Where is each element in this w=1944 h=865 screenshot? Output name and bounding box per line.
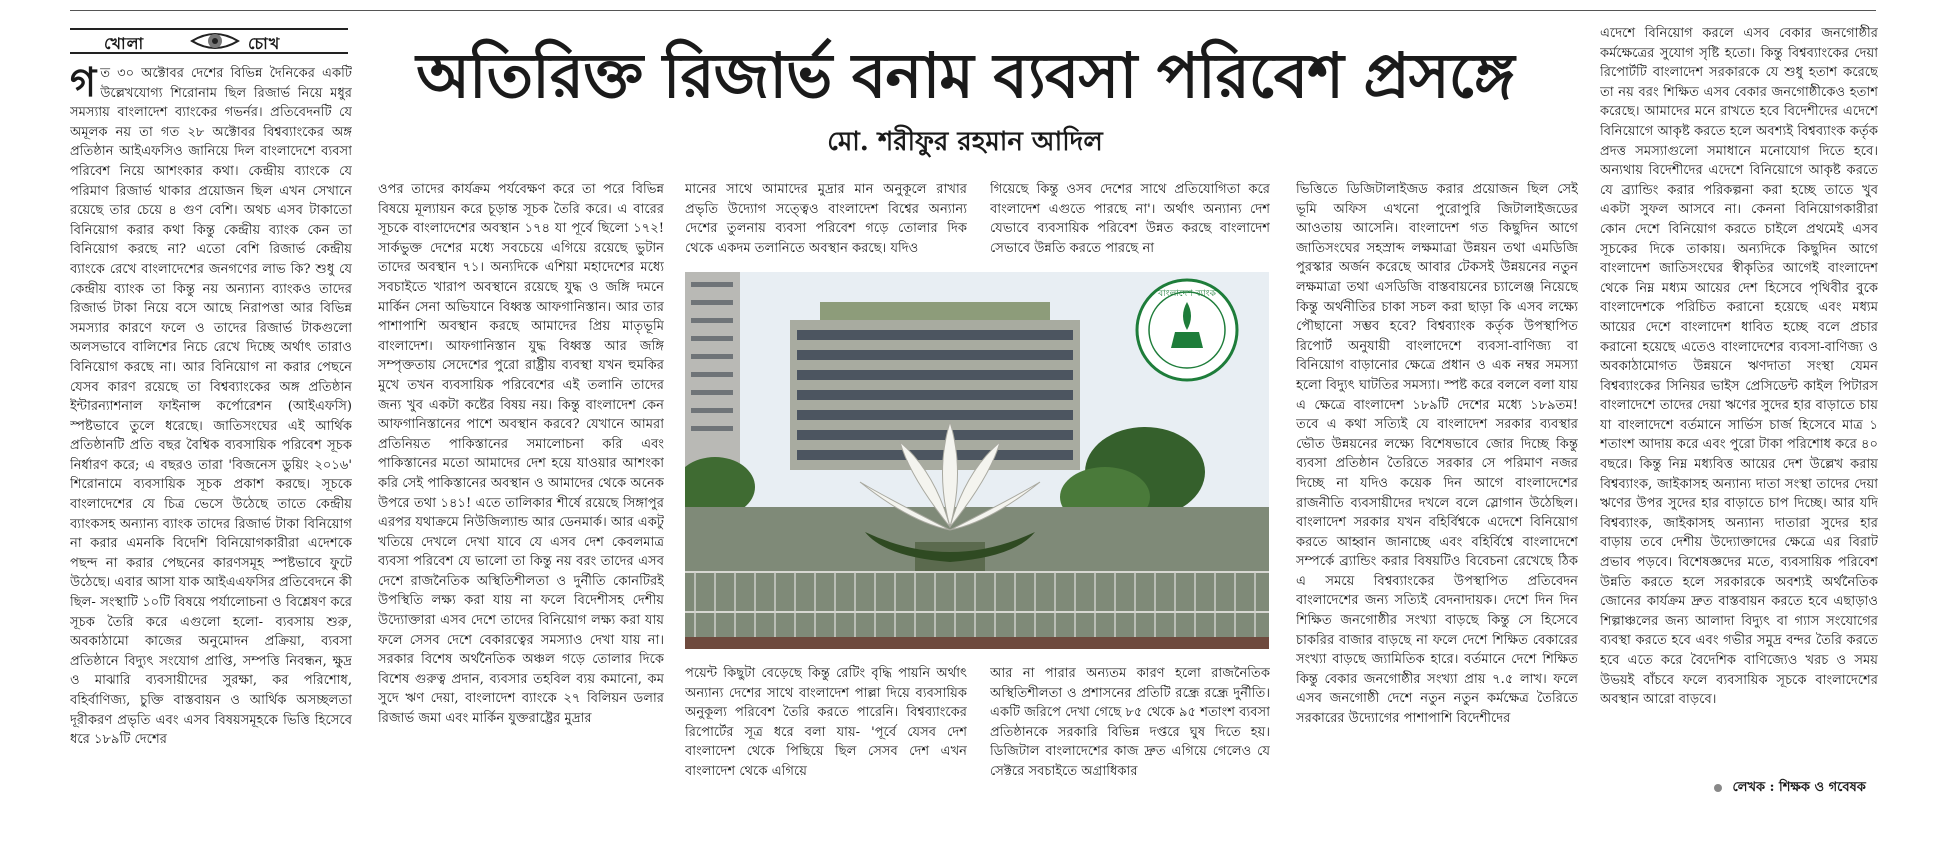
article-column-3-bottom xyxy=(685,664,967,814)
top-rule xyxy=(70,10,1876,11)
column-3-top-text: মানের সাথে আমাদের মুদ্রার মান অনুকূলে রাখার প্রভৃতি উদ্যোগ সত্ত্বেও বাংলাদেশ বিশ্বের অন্যান্য দেশের তুলনায় ব্যবসা পরিবেশ গড়ে তোলার দিক থেকে একদম তলানিতে অবস্থান করছে। যদিও xyxy=(685,182,967,256)
article-column-1 xyxy=(70,64,352,814)
article-column-6 xyxy=(1600,24,1878,776)
article-column-2 xyxy=(378,180,664,814)
article-column-5 xyxy=(1296,180,1578,814)
article-column-4-bottom xyxy=(990,664,1270,814)
author-credit-text: লেখক : শিক্ষক ও গবেষক xyxy=(1732,780,1866,795)
column-2-text: ওপর তাদের কার্যক্রম পর্যবেক্ষণ করে তা পরে বিভিন্ন বিষয়ে মূল্যায়ন করে চূড়ান্ত সূচক তৈরি করে। এ বারের সূচকে বাংলাদেশের অবস্থান ১৭৪ যা পূর্বে ছিলো ১৭২! সার্কভুক্ত দেশের মধ্যে সবচেয়ে এগিয়ে রয়েছে ভুটান তাদের অবস্থান ৭১। অন্যদিকে এশিয়া মহাদেশের মধ্যে সবচাইতে খারাপ অবস্থানে রয়েছে যুদ্ধ ও জঙ্গি দমনে মার্কিন সেনা অভিযানে বিধ্বস্ত আফগানিস্তান। আর তার পাশাপাশি অবস্থান করছে আমাদের প্রিয় মাতৃভূমি বাংলাদেশ। আফগানিস্তান যুদ্ধ বিধ্বস্ত আর জঙ্গি সম্পৃক্ততায় সেদেশের পুরো রাষ্ট্রীয় ব্যবস্থা যখন হুমকির মুখে তখন ব্যবসায়িক পরিবেশের এই তলানি তাদের জন্য খুব একটা কষ্টের বিষয় নয়। কিন্তু বাংলাদেশ কেন আফগানিস্তানের পাশে অবস্থান করবে? যেখানে আমরা প্রতিনিয়ত পাকিস্তানের সমালোচনা করি এবং পাকিস্তানের মতো আমাদের দেশ হয়ে যাওয়ার আশংকা করি সেই পাকিস্তানের অবস্থান ও আমাদের থেকে অনেক উপরে তথা ১৪১! এতে তালিকার শীর্ষে রয়েছে সিঙ্গাপুর এরপর যথাক্রমে নিউজিল্যান্ড আর ডেনমার্ক। আর একটু খতিয়ে দেখলে দেখা যাবে যে এসব দেশ কেবলমাত্র ব্যবসা পরিবেশ যে ভালো তা কিন্তু নয় বরং তাদের এসব দেশে রাজনৈতিক অস্থিতিশীলতা ও দুর্নীতি কোনটিরই উপস্থিতি লক্ষ্য করা যায় না ফলে বিদেশীসহ দেশীয় উদ্যোক্তারা এসব দেশে তাদের বিনিয়োগ লক্ষ্য করা যায় ফলে সেসব দেশে বেকারত্বের সমস্যাও দেখা যায় না। সরকার বিশেষ অর্থনৈতিক অঞ্চল গড়ে তোলার দিকে বিশেষ গুরুত্ব প্রদান, ব্যবসার তহবিল ব্যয় কমানো, কম সুদে ঋণ দেয়া, বাংলাদেশ ব্যাংকে ২৭ বিলিয়ন ডলার রিজার্ভ জমা এবং মার্কিন যুক্তরাষ্ট্রের মুদ্রার xyxy=(378,182,664,727)
column-3-bottom-text: পয়েন্ট কিছুটা বেড়েছে কিন্তু রেটিং বৃদ্ধি পায়নি অর্থাৎ অন্যান্য দেশের সাথে বাংলাদেশ পাল্লা দিয়ে ব্যবসায়িক অনুকূল্য পরিবেশ তৈরি করতে পারেনি। বিশ্বব্যাংকের রিপোর্টের সূত্র ধরে বলা যায়- 'পূর্বে যেসব দেশ বাংলাদেশ থেকে পিছিয়ে ছিল সেসব দেশ এখন বাংলাদেশ থেকে এগিয়ে xyxy=(685,666,967,779)
drop-cap: গ xyxy=(70,64,97,106)
column-4-bottom-text: আর না পারার অন্যতম কারণ হলো রাজনৈতিক অস্থিতিশীলতা ও প্রশাসনের প্রতিটি রন্ধ্রে রন্ধ্রে দুর্নীতি। একটি জরিপে দেখা গেছে ৮৫ থেকে ৯৫ শতাংশ ব্যবসা প্রতিষ্ঠানকে সরকারি বিভিন্ন দপ্তরে ঘুষ দিতে হয়। ডিজিটাল বাংলাদেশের কাজ দ্রুত এগিয়ে গেলেও যে সেক্টরে সবচাইতে অগ্রাধিকার xyxy=(990,666,1270,779)
logo-left-word: খোলা xyxy=(104,34,145,53)
article-column-3-top xyxy=(685,180,967,260)
author-credit xyxy=(1714,778,1866,799)
eye-icon xyxy=(190,29,240,57)
headline: অতিরিক্ত রিজার্ভ বনাম ব্যবসা পরিবেশ প্রসঙ্গে xyxy=(416,39,1514,112)
article-column-4-top xyxy=(990,180,1270,260)
column-6-text: এদেশে বিনিয়োগ করলে এসব বেকার জনগোষ্ঠীর কর্মক্ষেত্রের সুযোগ সৃষ্টি হতো। কিন্তু বিশ্বব্যাংকের দেয়া রিপোর্টটি বাংলাদেশ সরকারকে যে শুধু হতাশ করেছে তা নয় বরং শিক্ষিত এসব বেকার জনগোষ্ঠীকেও হতাশ করেছে। আমাদের মনে রাখতে হবে বিদেশীদের এদেশে বিনিয়োগে আকৃষ্ট করতে হলে অবশ্যই বিশ্বব্যাংক কর্তৃক প্রদত্ত সমস্যাগুলো সমাধানে মনোযোগ দিতে হবে। অন্যথায় বিদেশীদের এদেশে বিনিয়োগে আকৃষ্ট করতে যে ব্র্যান্ডিং করার পরিকল্পনা করা হচ্ছে তাতে খুব একটা সুফল আসবে না। কেননা বিনিয়োগকারীরা কোন দেশে বিনিয়োগ করতে চাইলে প্রথমেই এসব সূচকের দিকে তাকায়। অন্যদিকে কিছুদিন আগে বাংলাদেশ জাতিসংঘের স্বীকৃতির আগেই বাংলাদেশ থেকে নিম্ন মধ্যম আয়ের দেশ হিসেবে পৃথিবীর বুকে বাংলাদেশকে পরিচিত করানো হয়েছে এবং মধ্যম আয়ের দেশে বাংলাদেশ ধাবিত হচ্ছে বলে প্রচার করানো হয়েছে এতেও বাংলাদেশের ব্যবসা-বাণিজ্য ও অবকাঠামোগত উন্নয়নে ঋণদাতা সংস্থা যেমন বিশ্বব্যাংকের সিনিয়র ভাইস প্রেসিডেন্ট কাইল পিটারস বাংলাদেশে তাদের দেয়া ঋণের সুদের হার বাড়াতে চায় যা বাংলাদেশে বর্তমানে সার্ভিস চার্জ হিসেবে মাত্র ১ শতাংশ আদায় করে এবং পুরো টাকা পরিশোধ করে ৪০ বছরে। কিন্তু নিম্ন মধ্যবিত্ত আয়ের দেশ উল্লেখ করায় বিশ্বব্যাংক, জাইকাসহ অন্যান্য দাতা সংস্থা তাদের দেয়া ঋণের উপর সুদের হার বাড়াতে চাপ দিচ্ছে। আর যদি বিশ্বব্যাংক, জাইকাসহ অন্যান্য দাতারা সুদের হার বাড়ায় তবে দেশীয় উদ্যোক্তাদের ক্ষেত্রে এর বিরাট প্রভাব পড়বে। বিশেষজ্ঞদের মতে, ব্যবসায়িক পরিবেশ উন্নতি করতে হলে সরকারকে অবশ্যই অর্থনৈতিক জোনের কার্যক্রম দ্রুত বাস্তবায়ন করতে হবে এছাড়াও শিল্পাঞ্চলের জন্য আলাদা বিদ্যুৎ বা গ্যাস সংযোগের ব্যবস্থা করতে হবে এবং গভীর সমুদ্র বন্দর তৈরি করতে হবে এতে করে বৈদেশিক বাণিজ্যেও খরচ ও সময় উভয়ই বাঁচবে ফলে ব্যবসায়িক সূচকে বাংলাদেশের অবস্থান আরো বাড়বে। xyxy=(1600,26,1878,708)
logo-right-word: চোখ xyxy=(248,34,281,53)
column-logo xyxy=(70,28,348,54)
bank-photo xyxy=(685,272,1269,649)
seal-label: বাংলাদেশ ব্যাংক xyxy=(1158,289,1216,299)
column-1-text: ত ৩০ অক্টোবর দেশের বিভিন্ন দৈনিকের একটি উল্লেখযোগ্য শিরোনাম ছিল রিজার্ভ নিয়ে মধুর সমস্যায় বাংলাদেশ ব্যাংকের গভর্নর। প্রতিবেদনটি যে অমূলক নয় তা গত ২৮ অক্টোবর বিশ্বব্যাংকের অঙ্গ প্রতিষ্ঠান আইএফসিও জানিয়ে দিল বাংলাদেশে ব্যবসা পরিবেশ নিয়ে আশংকার কথা। কেন্দ্রীয় ব্যাংকে যে পরিমাণ রিজার্ভ থাকার প্রয়োজন ছিল এখন সেখানে রয়েছে তার চেয়ে ৪ গুণ বেশি। অথচ এসব টাকাতো বিনিয়োগ করার কথা কিন্তু কেন্দ্রীয় ব্যাংক কেন তা বিনিয়োগ করছে না? এতো বেশি রিজার্ভ কেন্দ্রীয় ব্যাংকে রেখে বাংলাদেশের জনগণের লাভ কি? শুধু যে কেন্দ্রীয় ব্যাংক তা কিন্তু নয় অন্যান্য ব্যাংকও তাদের রিজার্ভ টাকা নিয়ে বসে আছে নিরাপত্তা আর বিভিন্ন সমস্যার কারণে ফলে ও তাদের রিজার্ভ টাকগুলো অলসভাবে বালিশের নিচে রেখে দিচ্ছে অর্থাৎ তারাও বিনিয়োগ করছে না। আর বিনিয়োগ না করার পেছনে যেসব কারণ রয়েছে তা বিশ্বব্যাংকের অঙ্গ প্রতিষ্ঠান ইন্টারন্যাশনাল ফাইনান্স কর্পোরেশন (আইএফসি) স্পষ্টভাবে তুলে ধরেছে। জাতিসংঘের এই আর্থিক প্রতিষ্ঠানটি প্রতি বছর বৈশ্বিক ব্যবসায়িক পরিবেশ সূচক নির্ধারণ করে; এ বছরও তারা 'বিজনেস ডুয়িং ২০১৬' শিরোনামে ব্যবসায়িক সূচক প্রকাশ করছে। সূচকে বাংলাদেশের যে চিত্র ভেসে উঠেছে তাতে কেন্দ্রীয় ব্যাংকসহ অন্যান্য ব্যাংক তাদের রিজার্ভ টাকা বিনিয়োগ না করার এমনকি বিদেশি বিনিয়োগকারীরা এদেশকে পছন্দ না করার পেছনের কারণসমূহ স্পষ্টভাবে ফুটে উঠেছে। এবার আসা যাক আইএএফসির প্রতিবেদনে কী ছিল- সংস্থাটি ১০টি বিষয়ে পর্যালোচনা ও বিশ্লেষণ করে সূচক তৈরি করে এগুলো হলো- ব্যবসায় শুরু, অবকাঠামো কাজের অনুমোদন প্রক্রিয়া, ব্যবসা প্রতিষ্ঠানে বিদ্যুৎ সংযোগ প্রাপ্তি, সম্পত্তি নিবন্ধন, ক্ষুদ্র ও মাঝারি ব্যবসায়ীদের সুরক্ষা, কর পরিশোধ, বহির্বাণিজ্য, চুক্তি বাস্তবায়ন ও আর্থিক অসচ্ছলতা দূরীকরণ প্রভৃতি এবং এসব বিষয়সমূহকে ভিত্তি হিসেবে ধরে ১৮৯টি দেশের xyxy=(70,66,352,748)
column-5-text: ভিত্তিতে ডিজিটালাইজড করার প্রয়োজন ছিল সেই ভূমি অফিস এখনো পুরোপুরি জিটালাইজডের আওতায় আসেনি। বাংলাদেশ গত কিছুদিন আগে জাতিসংঘের সহস্রাব্দ লক্ষমাত্রা উন্নয়ন তথা এমডিজি পুরস্কার অর্জন করেছে আবার টেকসই উন্নয়নের নতুন লক্ষমাত্রা তথা এসডিজি বাস্তবায়নের চ্যালেঞ্জ নিয়েছে কিন্তু অর্থনীতির চাকা সচল করা ছাড়া কি এসব লক্ষ্যে পৌছানো সম্ভব হবে? বিশ্বব্যাংক কর্তৃক উপস্থাপিত রিপোর্ট অনুযায়ী বাংলাদেশে ব্যবসা-বাণিজ্য বা বিনিয়োগ বাড়ানোর ক্ষেত্রে প্রধান ও এক নম্বর সমস্যা হলো বিদ্যুৎ ঘাটতির সমস্যা। স্পষ্ট করে বললে বলা যায় এ ক্ষেত্রে বাংলাদেশ ১৮৯টি দেশের মধ্যে ১৮৯তম! তবে এ কথা সত্যিই যে বাংলাদেশ সরকার ব্যবস্থার ভৌত উন্নয়নের লক্ষ্যে বিশেষভাবে জোর দিচ্ছে কিন্তু ব্যবসা প্রতিষ্ঠান তৈরিতে সরকার সে পরিমাণ নজর দিচ্ছে না যদিও কয়েক দিন আগে বাংলাদেশের রাজনীতি ব্যবসায়ীদের দখলে বলে স্লোগান উঠেছিল। বাংলাদেশ সরকার যখন বহির্বিশ্বকে এদেশে বিনিয়োগ করতে আহ্বান জানাচ্ছে এবং বহির্বিশ্বে বাংলাদেশে সম্পর্কে ব্র্যান্ডিং করার বিষয়টিও বিবেচনা রেখেছে ঠিক এ সময়ে বিশ্বব্যাংকের উপস্থাপিত প্রতিবেদন বাংলাদেশের জন্য সত্যিই বেদনাদায়ক। দেশে দিন দিন শিক্ষিত জনগোষ্ঠীর সংখ্যা বাড়ছে কিন্তু সে হিসেবে চাকরির বাজার বাড়ছে না ফলে দেশে শিক্ষিত বেকারের সংখ্যা বাড়ছে জ্যামিতিক হারে। বর্তমানে দেশে শিক্ষিত কিন্তু বেকার জনগোষ্ঠীর সংখ্যা প্রায় ৭.৫ লাখ। ফলে এসব জনগোষ্ঠী দেশে নতুন নতুন কর্মক্ষেত্র তৈরিতে সরকারের উদ্যোগের পাশাপাশি বিদেশীদের xyxy=(1296,182,1578,727)
column-4-top-text: গিয়েছে কিন্তু ওসব দেশের সাথে প্রতিযোগিতা করে বাংলাদেশ এগুতে পারছে না'। অর্থাৎ অন্যান্য দেশ যেভাবে ব্যবসায়িক পরিবেশ উন্নত করছে বাংলাদেশ সেভাবে উন্নতি করতে পারছে না xyxy=(990,182,1270,256)
bullet-icon xyxy=(1714,784,1722,792)
byline: মো. শরীফুর রহমান আদিল xyxy=(827,127,1103,157)
